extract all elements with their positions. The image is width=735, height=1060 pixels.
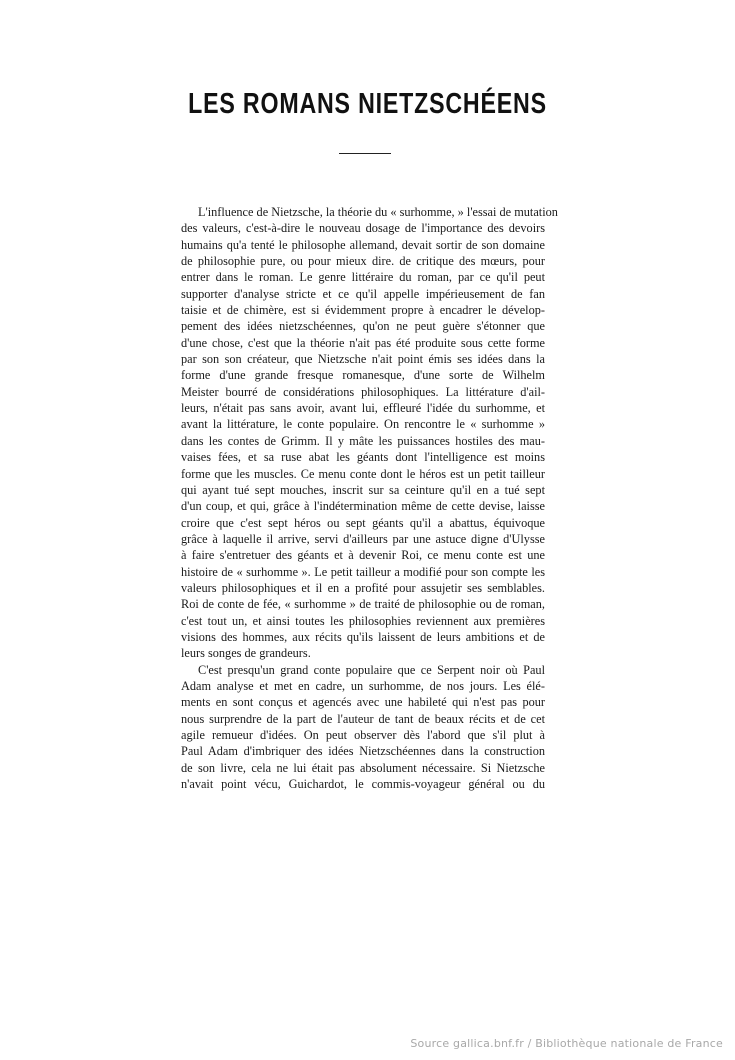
text-line: dans les contes de Grimm. Il y mâte les puissances hostiles des mau- [181, 433, 545, 448]
title-divider [339, 153, 391, 154]
text-line: entrer dans le roman. Le genre littéraire du roman, par ce qu'il peut [181, 270, 545, 285]
text-line: histoire de « surhomme ». Le petit tailleur a modifié pour son compte les [181, 564, 545, 579]
text-line: n'avait point vécu, Guichardot, le commis-voyageur général ou du [181, 777, 545, 792]
article-body [181, 204, 558, 792]
text-line: par son son créateur, que Nietzsche n'ait point émis ses idées dans la [181, 352, 545, 367]
text-line: croire que c'est sept héros ou sept géants qu'il a abattus, équivoque [181, 515, 545, 530]
text-line: agile remueur d'idées. On peut observer dès l'abord que s'il plut à [181, 728, 545, 742]
text-line: valeurs philosophiques et il en a profité pour assujetir ses semblables. [181, 580, 545, 595]
text-line: ments en sont conçus et agencés avec une habileté qui n'est pas pour [181, 695, 545, 710]
text-line: Roi de conte de fée, « surhomme » de traité de philosophie ou de roman, [181, 597, 545, 612]
paragraph-1 [181, 204, 558, 662]
text-line: C'est presqu'un grand conte populaire que ce Serpent noir où Paul [198, 662, 545, 677]
text-line: grâce à laquelle il arrive, servi d'ailleurs par une astuce digne d'Ulysse [181, 531, 545, 546]
text-line: Adam analyse et met en cadre, un surhomme, de nos jours. Les élé- [181, 678, 545, 693]
text-line: visions des hommes, aux récits qu'ils laissent de leurs ambitions et de [181, 629, 545, 644]
text-line: forme d'une grande fresque romanesque, d'une sorte de Wilhelm [181, 368, 545, 383]
text-line: Paul Adam d'imbriquer des idées Nietzschéennes dans la construction [181, 744, 545, 759]
text-line: à faire s'entretuer des géants et à devenir Roi, ce menu conte est une [181, 548, 545, 563]
text-line: de son livre, cela ne lui était pas absolument nécessaire. Si Nietzsche [181, 760, 545, 775]
text-line: d'un coup, et qui, grâce à l'indétermination même de cette devise, laisse [181, 499, 545, 514]
text-line: d'une chose, c'est que la théorie n'ait pas été produite sous cette forme [181, 335, 545, 350]
text-line: vaises fées, et sa ruse abat les géants dont l'intelligence est moins [181, 450, 545, 465]
paragraph-2 [181, 662, 545, 793]
source-footer: Source gallica.bnf.fr / Bibliothèque nationale de France [410, 1037, 723, 1050]
text-line: supporter d'analyse stricte et ce qu'il appelle impérieusement de fan [181, 286, 545, 301]
text-line: forme que les muscles. Ce menu conte dont le héros est un petit tailleur [181, 466, 545, 481]
page-title: LES ROMANS NIETZSCHÉENS [188, 88, 547, 120]
text-line: L'influence de Nietzsche, la théorie du « surhomme, » l'essai de mutation [198, 205, 558, 219]
text-line: leurs songes de grandeurs. [181, 646, 311, 661]
text-line: humains qu'a tenté le philosophe allemand, devait sortir de son domaine [181, 237, 545, 252]
text-line: des valeurs, c'est-à-dire le nouveau dosage de l'importance des devoirs [181, 221, 545, 236]
text-line: nous surprendre de la part de l'auteur de tant de beaux récits et de cet [181, 711, 545, 726]
text-line: qui ayant tué sept mouches, inscrit sur sa ceinture qu'il en a tué sept [181, 482, 545, 497]
text-line: taisie et de chimère, est si évidemment propre à encadrer le dévelop- [181, 303, 545, 318]
text-line: Meister bourré de considérations philosophiques. La littérature d'ail- [181, 384, 545, 399]
text-line: leurs, n'était pas sans avoir, avant lui, effleuré l'idée du surhomme, et [181, 401, 545, 416]
text-line: de philosophie pure, ou pour mieux dire. de critique des mœurs, pour [181, 254, 545, 269]
text-line: pement des idées nietzschéennes, qu'on ne peut guère s'étonner que [181, 319, 545, 334]
text-line: avant la littérature, le conte populaire. On rencontre le « surhomme » [181, 417, 545, 432]
text-line: c'est tout un, et ainsi toutes les philosophies reviennent aux premières [181, 613, 545, 628]
